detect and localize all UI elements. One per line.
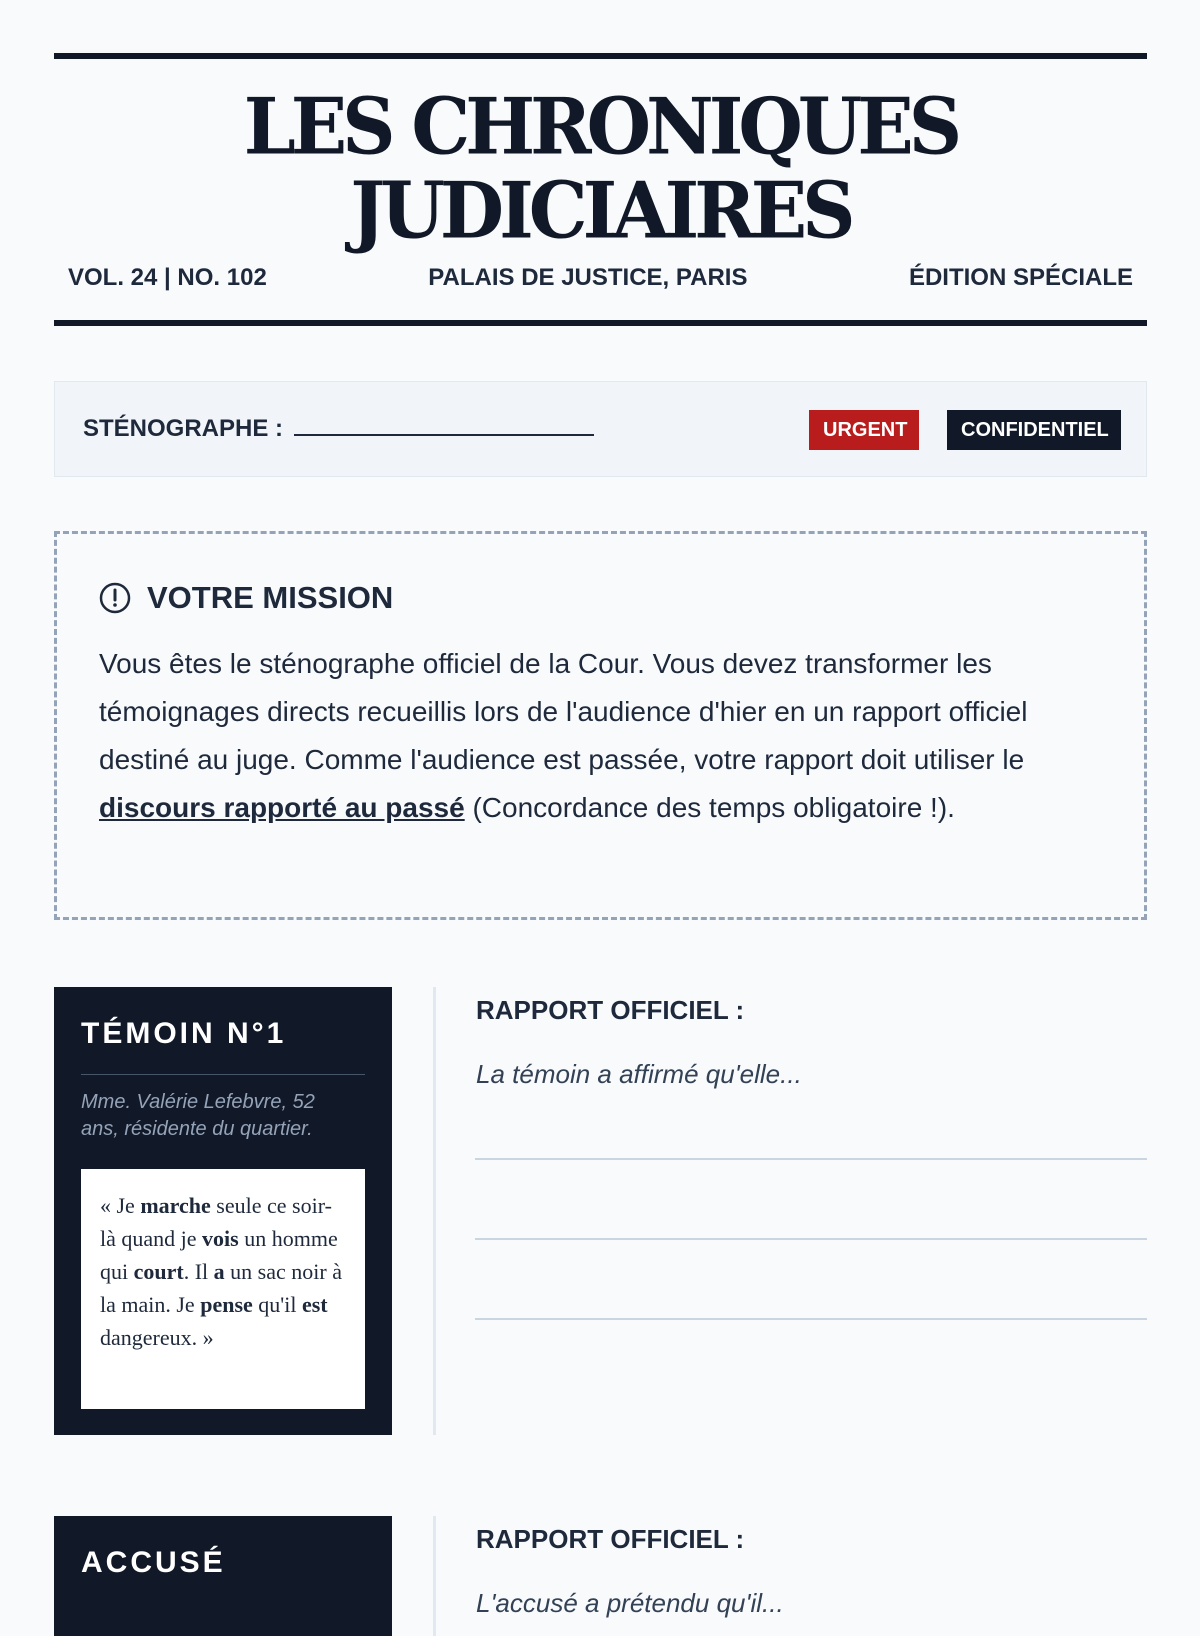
- quote-verb: marche: [140, 1193, 211, 1218]
- volume-number: VOL. 24 | NO. 102: [68, 264, 267, 291]
- report-starter: La témoin a affirmé qu'elle...: [476, 1059, 802, 1089]
- report-label: RAPPORT OFFICIEL :: [476, 1524, 745, 1554]
- mission-emphasis: discours rapporté au passé: [99, 792, 465, 823]
- report-section: [433, 1516, 1147, 1636]
- confidential-badge: CONFIDENTIEL: [947, 410, 1121, 450]
- mission-text: [99, 640, 1109, 832]
- edition: ÉDITION SPÉCIALE: [908, 264, 1133, 291]
- report-section: [433, 987, 1147, 1435]
- quote-verb: court: [133, 1259, 184, 1284]
- stenographer-field: [83, 415, 594, 443]
- quote-verb: pense: [200, 1292, 253, 1317]
- witness-description: Mme. Valérie Lefebvre, 52 ans, résidente du quartier.: [81, 1091, 315, 1140]
- mission-text-end: (Concordance des temps obligatoire !).: [464, 792, 955, 823]
- writing-line[interactable]: [475, 1158, 1147, 1160]
- writing-line[interactable]: [475, 1318, 1147, 1320]
- stenographer-label: STÉNOGRAPHE :: [83, 415, 284, 442]
- accused-card: [54, 1516, 392, 1636]
- quote-fragment: seule ce soir-là quand je: [100, 1193, 332, 1251]
- stenographer-bar: [54, 381, 1147, 477]
- quote-fragment: . Il: [183, 1259, 214, 1284]
- quote-verb: vois: [202, 1226, 239, 1251]
- masthead-meta: [68, 264, 1133, 292]
- newspaper-title: [54, 81, 1147, 257]
- report-starter: L'accusé a prétendu qu'il...: [476, 1588, 784, 1618]
- masthead: [54, 53, 1147, 326]
- quote-verb: est: [301, 1292, 328, 1317]
- quote-fragment: qu'il: [252, 1292, 302, 1317]
- title-line-1: LES CHRONIQUES: [243, 81, 958, 173]
- quote-fragment: dangereux. »: [100, 1325, 214, 1350]
- title-line-2: JUDICIAIRES: [350, 165, 851, 257]
- accused-title: ACCUSÉ: [81, 1546, 226, 1579]
- mission-box: [54, 531, 1147, 920]
- location: PALAIS DE JUSTICE, PARIS: [428, 264, 748, 291]
- witness-card: [54, 987, 392, 1435]
- mission-heading: [99, 580, 393, 616]
- report-label: RAPPORT OFFICIEL :: [476, 995, 745, 1025]
- writing-line[interactable]: [475, 1238, 1147, 1240]
- quote-fragment: « Je: [100, 1193, 141, 1218]
- quote-fragment: un homme qui: [100, 1226, 338, 1284]
- quote-fragment: un sac noir à la main. Je: [100, 1259, 342, 1317]
- witness-title: TÉMOIN N°1: [81, 1017, 287, 1050]
- urgent-badge: URGENT: [809, 410, 919, 450]
- quote-verb: a: [213, 1259, 225, 1284]
- stenographer-name-blank[interactable]: [294, 416, 594, 436]
- mission-text-start: Vous êtes le sténographe officiel de la Cour. Vous devez transformer les témoignages directs recueillis lors de l'audience d'hier en un rapport officiel destiné au juge. Comme l'audience est passée, votre rapport doit utiliser le: [99, 648, 1028, 775]
- witness-quote: [81, 1169, 365, 1409]
- divider: [81, 1074, 365, 1075]
- alert-circle-icon: [99, 582, 131, 614]
- mission-title: VOTRE MISSION: [147, 580, 394, 615]
